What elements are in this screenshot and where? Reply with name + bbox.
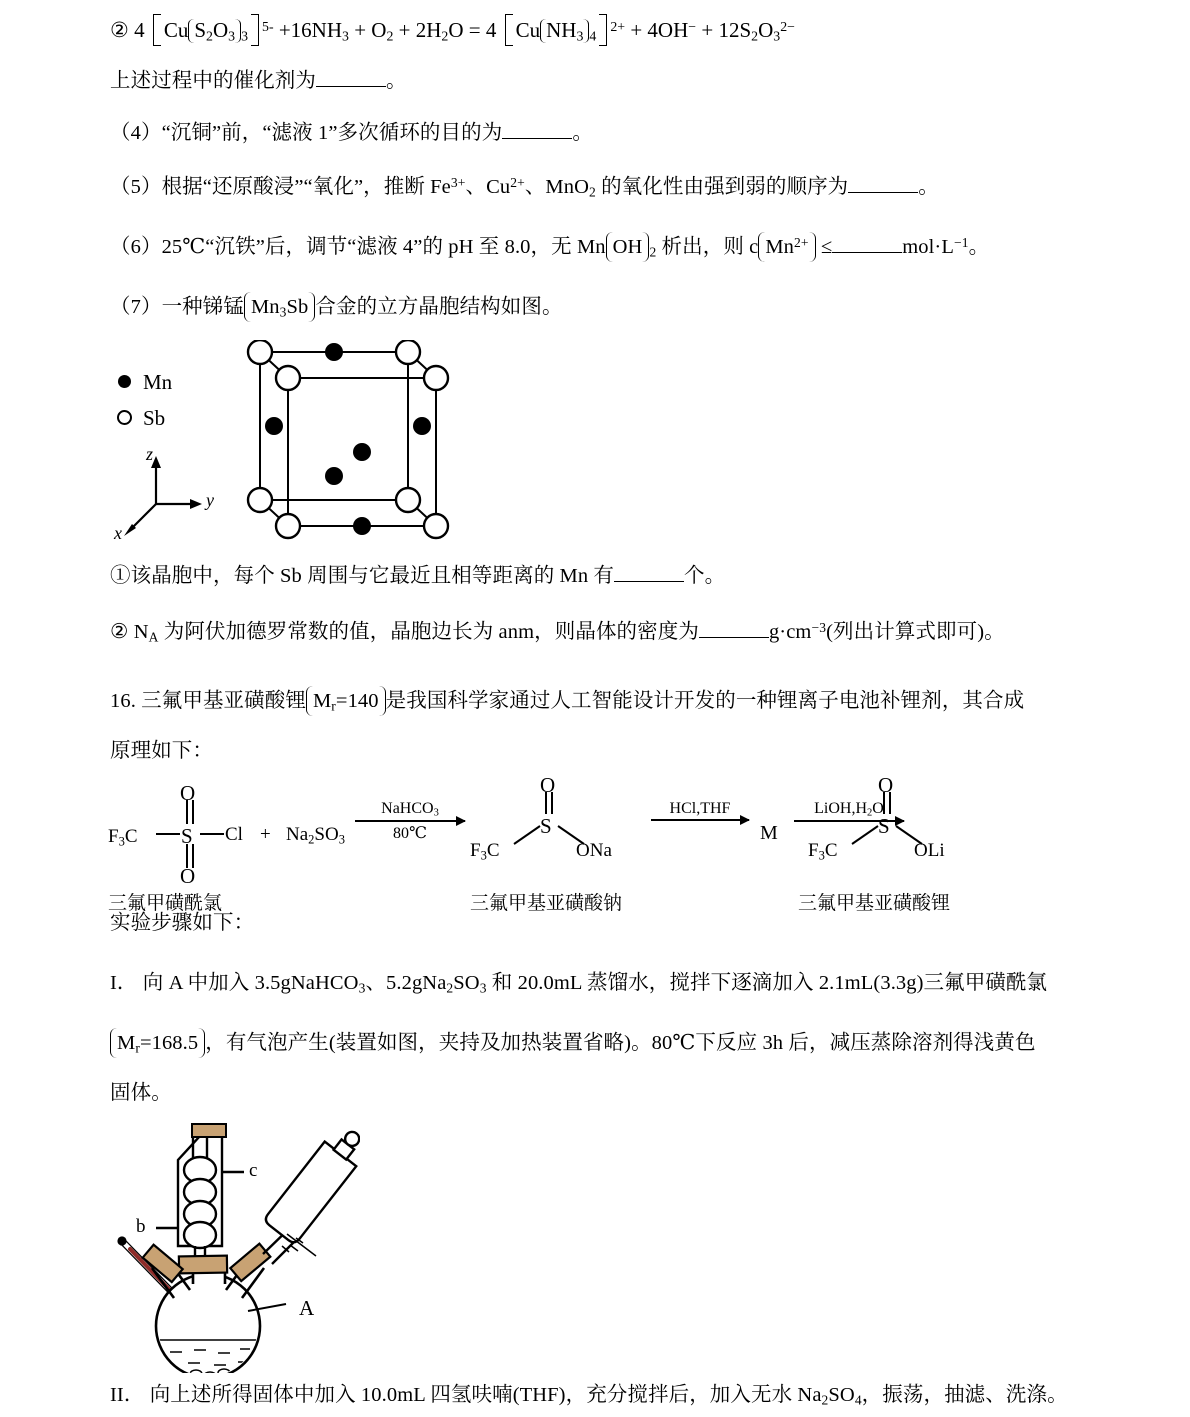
term-oh: + 4OH− [630,18,697,42]
legend-label-sb: Sb [143,406,166,430]
oh-sub: 2 [649,244,657,260]
question-4 [110,122,593,146]
answer-blank[interactable] [502,138,572,139]
density-unit-exponent: −3 [811,620,827,635]
question-5-part2: 、Cu [465,176,511,199]
collection-bottle [263,1121,360,1245]
mn3sb-formula: $Mn_3Sb$ [250,296,309,320]
question-7-part1: 一种锑锰 [161,296,244,318]
product2-top-oxygen: O [878,773,894,797]
mn-atom [265,417,283,435]
sb-atoms [248,340,448,538]
sb-atom [424,514,448,538]
question-5 [110,175,939,200]
sb-atom [248,488,272,512]
mr-value: =140 [335,690,379,712]
sb-atom [396,488,420,512]
question-16-part2: 是我国科学家通过人工智能设计开发的一种锂离子电池补锂剂，其合成 [385,690,1025,712]
step-1-part4: 和 20.0mL 蒸馏水，搅拌下逐滴加入 2.1mL(3.3g)三氟甲磺酰氯 [486,972,1048,994]
question-7-number: （7） [110,296,162,318]
answer-blank[interactable] [614,581,684,582]
step-1-part1: 向 A 中加入 3.5gNaHCO [137,972,359,994]
open-circle-icon [117,410,132,425]
product1-name: 三氟甲基亚磺酸钠 [470,893,623,914]
answer-blank[interactable] [848,192,918,193]
legend-item-mn [118,370,172,395]
step-1-line3-text: 固体。 [110,1082,172,1104]
plus-sign: + [260,824,271,845]
paren-close-icon [809,232,816,262]
question-16-part1: 三氟甲基亚磺酸锂 [135,690,306,712]
step-2-part3: ，振荡，抽滤、洗涤。 [861,1384,1068,1406]
question-7-2 [110,620,1005,645]
avogadro-sub: A [148,629,159,645]
question-7 [110,292,563,322]
reactant1-skeleton [150,778,270,878]
legend-label-mn: Mn [143,370,173,394]
question-7-1-marker: ① [110,565,131,587]
step-2-part2: SO [828,1384,855,1406]
equation-coeff-lhs: 4 [134,18,145,42]
question-catalyst-period: 。 [386,70,407,92]
question-16-line2-text: 原理如下： [110,740,213,762]
question-4-number: （4） [110,122,162,144]
steps-intro [110,912,254,936]
step-1-marker: I． [110,972,138,994]
equation-marker: ② [110,18,129,42]
question-5-part4: 的氧化性由强到弱的顺序为 [595,176,849,199]
complex-lhs: Cu $S_2O_3$ $_3$ [163,18,249,44]
sb-atom [276,366,300,390]
term-s2o3: + $12S_2O_3^{2-}$ [701,18,795,44]
question-7-2-part2: (列出计算式即可)。 [826,621,1005,644]
nahco3-sub: 3 [358,980,366,996]
equation-2 [110,14,795,46]
product1-top-oxygen: O [540,773,556,797]
product2-skeleton [844,778,964,878]
step-1-part2: 、5.2gNa [365,972,447,994]
question-4-text: “沉铜”前，“滤液 1”多次循环的目的为 [161,122,503,144]
product1-sulfur-atom: S [540,814,552,838]
paren-open-icon [244,292,251,322]
mn-atom [353,443,371,461]
mr-value-2: =168.5 [139,1032,199,1054]
arrow-1-below: 80℃ [393,824,427,842]
charge-rhs: 2+ [610,18,626,34]
question-16-line1 [110,686,1024,716]
mn-atom [413,417,431,435]
mn-atom [325,467,343,485]
label-c: c [249,1160,258,1181]
axis-label-z: z [146,444,154,464]
bracket-lhs [150,14,164,46]
term-h2o: + $2H_2O$ [398,18,464,44]
arrow-2-line [651,819,749,821]
arrow-2-above: HCl,THF [669,800,731,817]
answer-blank[interactable] [832,252,902,253]
question-6-part3: ≤ [815,236,833,258]
product1-ona-group: ONa [576,840,612,861]
flask-liquid [156,1340,262,1373]
hydroxide-group: OH [612,236,643,258]
question-catalyst [110,70,407,94]
step-2-part1: 向上述所得固体中加入 10.0mL 四氢呋喃(THF)，充分搅拌后，加入无水 Na [144,1384,822,1406]
complex-rhs: Cu $NH_3$ $_4$ [515,18,597,44]
label-b: b [136,1216,146,1237]
unit-exponent: −1 [953,234,969,250]
mr-symbol: M [312,690,332,712]
question-7-2-part1: 为阿伏加德罗常数的值，晶胞边长为 anm，则晶体的密度为 [158,621,699,644]
product2-sulfur-atom: S [878,814,890,838]
question-7-part2: 合金的立方晶胞结构如图。 [315,296,563,318]
unit-cell-diagram [238,340,453,545]
question-5-part3: 、MnO [524,176,589,199]
reactant2: $Na_2SO_3$ [286,824,345,847]
question-6-part1: 25℃“沉铁”后，调节“滤液 4”的 pH 至 8.0，无 Mn [161,236,606,258]
term-nh3: $+16NH_3$ [278,18,349,44]
product2-left-group: $F_3C$ [808,840,838,863]
paren-open-icon [110,1028,117,1058]
sb-atom [248,340,272,364]
legend-item-sb [117,406,165,431]
question-7-1 [110,565,725,589]
question-5-part1: 根据“还原酸浸”“氧化”，推断 Fe [161,176,451,199]
reaction-scheme [108,773,1068,914]
reactant1-bottom-oxygen: O [180,864,196,888]
axis-label-y: y [206,490,214,510]
question-7-2-marker: ② [110,621,129,644]
label-A: A [299,1296,315,1320]
intermediate-M: M [760,822,778,844]
mr-sub-2: r [135,1040,140,1056]
equals-sign: = [468,18,481,42]
answer-blank[interactable] [699,637,769,638]
question-7-1-text: 该晶胞中，每个 Sb 周围与它最近且相等距离的 Mn 有 [130,565,615,587]
sb-atom [276,514,300,538]
question-16-line2 [110,740,213,764]
product1-skeleton [506,778,626,878]
density-unit: g·cm [768,621,812,644]
reactant1-left-group: $F_3C$ [108,826,138,849]
arrow-1 [355,800,465,843]
crystal-unit-cell-figure [110,338,470,548]
arrow-2 [651,800,749,821]
axis-label-x: x [114,523,122,543]
paren-open-icon [606,232,613,262]
step-1-line3 [110,1082,172,1106]
apparatus-diagram [100,1118,360,1373]
question-6-unit: mol·L [902,236,954,258]
na2so4-sub-b: 4 [854,1392,862,1408]
step-1-line2-rest: ，有气泡产生(装置如图，夹持及加热装置省略)。80℃下反应 3h 后，减压蒸除溶剂得浅黄色 [205,1032,1036,1054]
term-o2: + $O_2$ [354,18,394,44]
product2-oli-group: OLi [914,840,945,861]
mn-atom [353,517,371,535]
steps-intro-text: 实验步骤如下： [110,912,255,934]
question-catalyst-text: 上述过程中的催化剂为 [110,70,316,92]
na2so3-sub-a: 2 [446,980,454,996]
reactant1-sulfur-atom: S [181,824,193,848]
question-5-number: （5） [110,176,162,199]
step-2 [110,1384,1068,1408]
bracket-lhs-close [248,14,262,46]
sb-atom [396,340,420,364]
arrow-1-above: NaHCO$_3$ [381,800,439,819]
paren-close-icon [379,686,386,716]
question-6 [110,232,989,262]
mr-symbol-2: M [117,1032,136,1054]
fe-charge: 3+ [450,175,466,190]
question-16-number: 16. [110,690,136,712]
na2so4-sub-a: 2 [821,1392,829,1408]
paren-open-icon [306,686,313,716]
step-1-part3: SO [453,972,480,994]
question-7-1-suffix: 个。 [684,565,726,587]
step-1-line1 [110,972,1047,996]
na2so3-sub-b: 3 [479,980,487,996]
question-6-period: 。 [968,236,990,258]
step-2-marker: II． [110,1384,145,1406]
bulb-condenser [156,1136,244,1266]
question-4-period: 。 [572,122,593,144]
reactant1-name: 三氟甲磺酰氯 [108,893,223,914]
equation-coeff-rhs: 4 [485,18,497,42]
bracket-rhs-close [596,14,610,46]
mno2-sub: 2 [589,184,596,200]
reactant1-top-oxygen: O [180,781,196,805]
mn-charge: 2+ [794,234,809,250]
reactant1-chlorine: Cl [225,824,243,845]
mn-ion: Mn [765,236,795,258]
arrow-1-line [355,820,465,822]
product2-name: 三氟甲基亚磺酸锂 [798,893,951,914]
mr-sub: r [331,698,336,714]
cu-charge: 2+ [510,175,525,190]
apparatus-figure [100,1118,360,1373]
avogadro-symbol: N [133,621,149,644]
mn-atom [325,343,343,361]
bracket-rhs [502,14,516,46]
sb-atom [424,366,448,390]
product1-left-group: $F_3C$ [470,840,500,863]
question-6-part2: 析出，则 c [656,236,759,258]
question-5-period: 。 [918,176,939,199]
question-6-number: （6） [110,236,162,258]
filled-circle-icon [118,375,131,388]
answer-blank[interactable] [316,86,386,87]
step-1-line2 [110,1028,1036,1058]
arrow-3-above: $LiOH,H_2O$ [814,800,884,819]
charge-lhs: 5- [262,18,274,34]
